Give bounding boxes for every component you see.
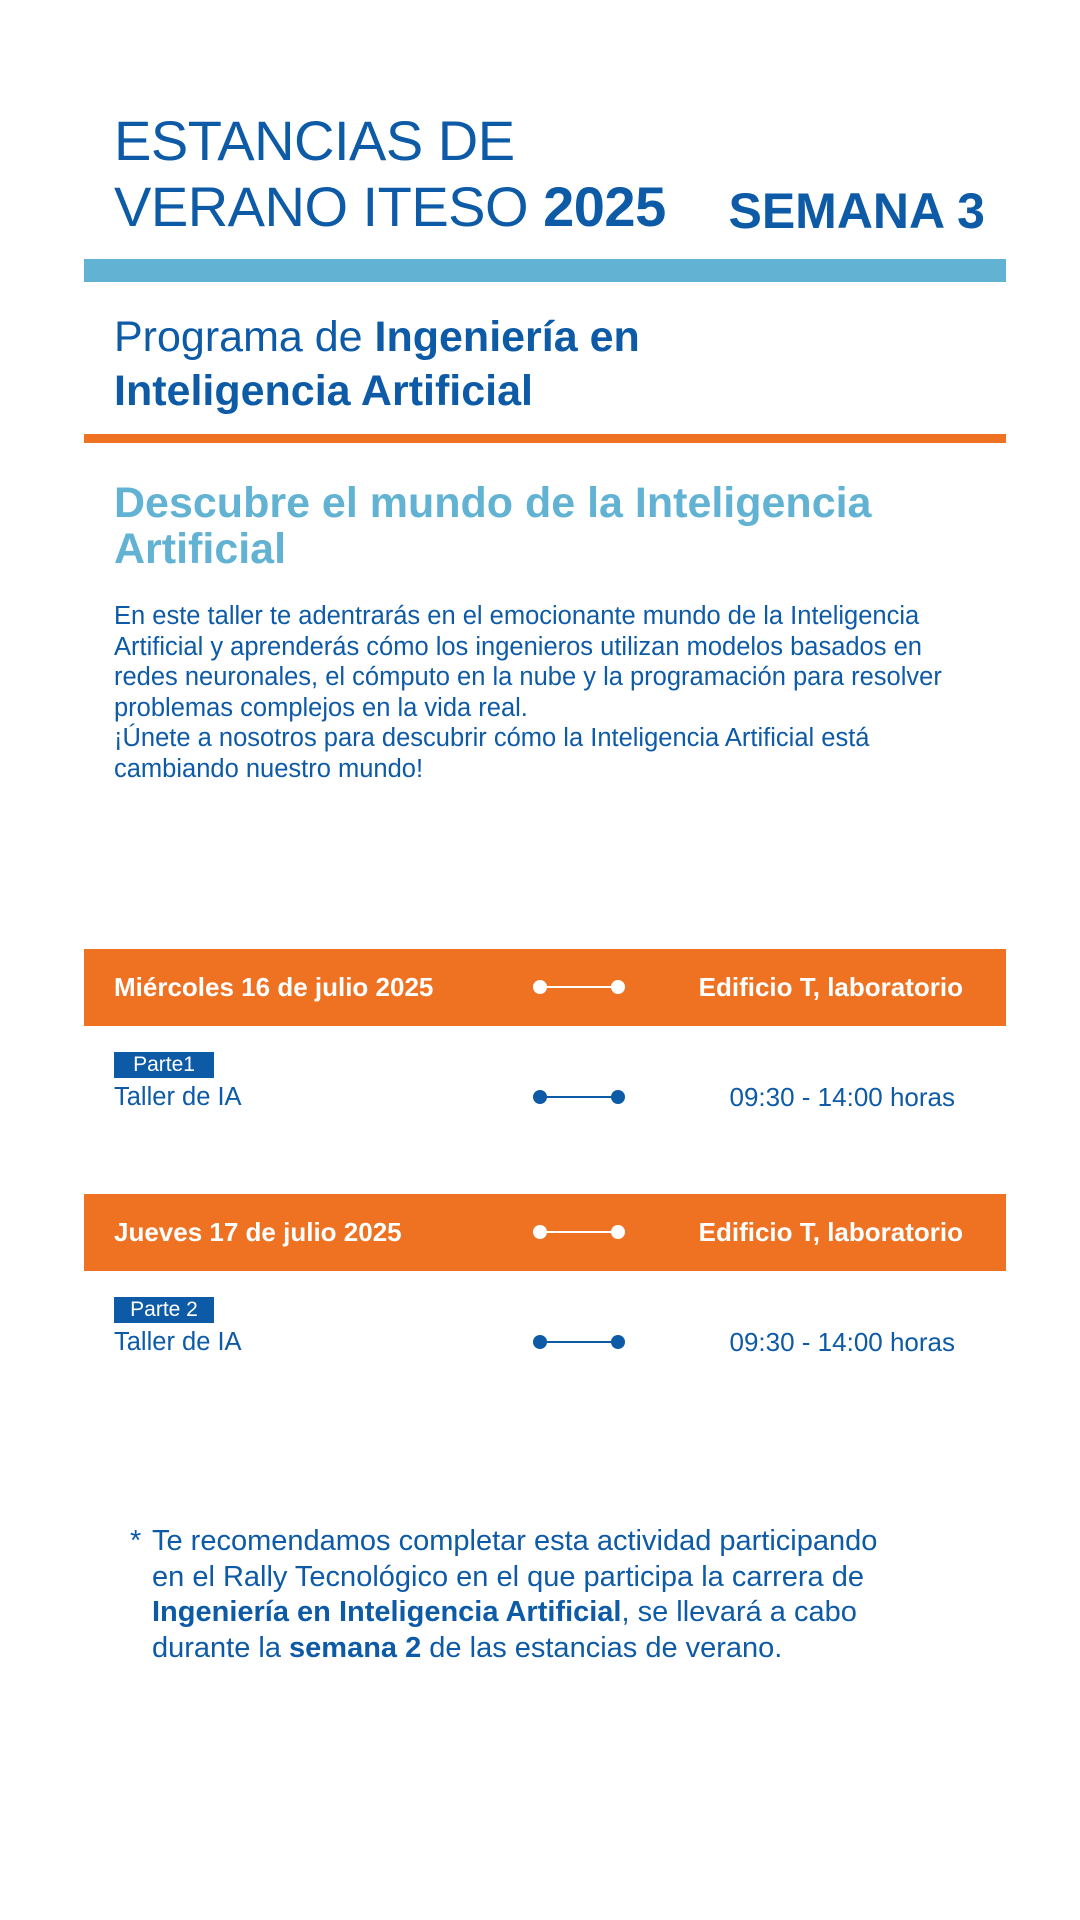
footnote-text: durante la xyxy=(152,1631,290,1664)
intro-line: ¡Únete a nosotros para descubrir cómo la Inteligencia Artificial está xyxy=(114,724,870,752)
session-1-part-badge: Parte1 xyxy=(114,1052,214,1078)
intro-line: problemas complejos en la vida real. xyxy=(114,693,528,722)
session-2-part-badge: Parte 2 xyxy=(114,1297,214,1323)
week-label: SEMANA 3 xyxy=(728,183,985,239)
title-line-2 xyxy=(114,174,666,240)
program-line-1 xyxy=(114,310,640,364)
footnote-line xyxy=(152,1595,960,1631)
title-year: 2025 xyxy=(543,175,666,238)
footnote-program: Ingeniería en Inteligencia Artificial xyxy=(152,1596,622,1628)
footnote-line: en el Rally Tecnológico en el que participa la carrera de xyxy=(152,1560,865,1593)
program-line-2 xyxy=(114,364,533,418)
intro-headline-1: Descubre el mundo de la Inteligencia xyxy=(114,479,872,527)
program-prefix: Programa de xyxy=(114,313,375,361)
intro-line: En este taller te adentrarás en el emocionante mundo de la Inteligencia xyxy=(114,602,920,630)
intro-line: Artificial y aprenderás cómo los ingenieros utilizan modelos basados en xyxy=(114,632,922,661)
connector-icon xyxy=(533,1334,625,1350)
session-2-activity: Taller de IA xyxy=(114,1328,242,1356)
title-line-1: ESTANCIAS DE xyxy=(114,109,515,172)
title-regular: VERANO ITESO xyxy=(114,175,544,238)
session-1-header xyxy=(84,949,1006,1026)
footnote-asterisk: * xyxy=(130,1525,142,1557)
program-name-2: Inteligencia Artificial xyxy=(114,367,533,415)
blue-divider xyxy=(84,259,1006,282)
orange-divider xyxy=(84,434,1006,443)
connector-icon xyxy=(533,1224,625,1240)
footnote xyxy=(130,1524,960,1666)
session-2-header xyxy=(84,1194,1006,1271)
session-2-place: Edificio T, laboratorio xyxy=(698,1217,963,1247)
session-2-time: 09:30 - 14:00 horas xyxy=(729,1327,955,1357)
session-1-date: Miércoles 16 de julio 2025 xyxy=(114,972,434,1002)
footnote-line xyxy=(152,1631,960,1667)
intro-paragraph xyxy=(114,601,994,784)
footnote-text: de las estancias de verano. xyxy=(421,1631,783,1664)
footnote-line: Te recomendamos completar esta actividad participando xyxy=(152,1525,878,1557)
footnote-week: semana 2 xyxy=(289,1631,422,1664)
session-1-time: 09:30 - 14:00 horas xyxy=(729,1082,955,1112)
intro-line: cambiando nuestro mundo! xyxy=(114,754,424,783)
session-1-place: Edificio T, laboratorio xyxy=(698,972,963,1002)
session-1-activity: Taller de IA xyxy=(114,1083,242,1111)
connector-icon xyxy=(533,979,625,995)
footnote-text: , se llevará a cabo xyxy=(621,1596,857,1628)
intro-line: redes neuronales, el cómputo en la nube y la programación para resolver xyxy=(114,663,942,691)
connector-icon xyxy=(533,1089,625,1105)
intro-headline-2: Artificial xyxy=(114,525,287,573)
session-2-date: Jueves 17 de julio 2025 xyxy=(114,1217,402,1247)
program-name-1: Ingeniería en xyxy=(374,313,640,361)
